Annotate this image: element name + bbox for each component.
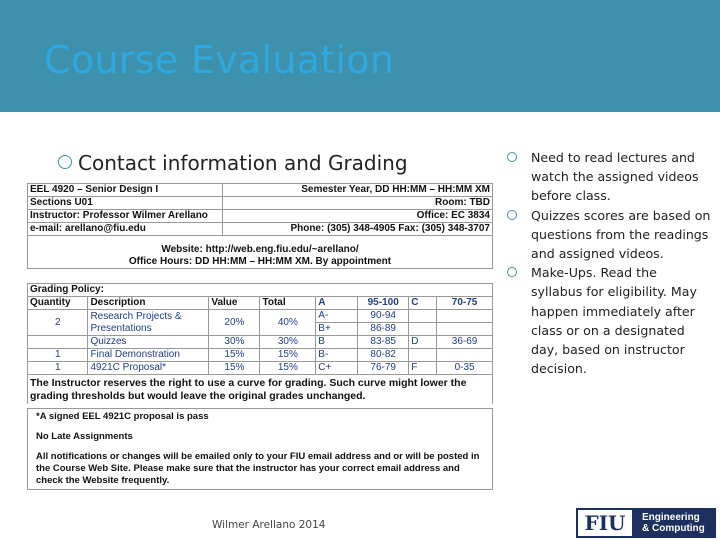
spacer xyxy=(28,269,493,284)
phone: Phone: (305) 348-4905 Fax: (305) 348-3707 xyxy=(223,223,493,236)
grade-range: 86-89 xyxy=(358,323,409,336)
bullet-circle-icon xyxy=(507,210,517,220)
grade-letter: B xyxy=(316,336,358,349)
grade-range: 76-79 xyxy=(358,362,409,375)
row-description: Quizzes xyxy=(88,336,209,349)
logo-text xyxy=(634,512,705,534)
grade-letter: D xyxy=(409,336,437,349)
grade-range: 80-82 xyxy=(358,349,409,362)
grade-letter: F xyxy=(409,362,437,375)
list-item xyxy=(507,206,712,264)
email: e-mail: arellano@fiu.edu xyxy=(28,223,223,236)
spacer xyxy=(28,236,493,245)
slide-title: Course Evaluation xyxy=(44,38,395,82)
grade-letter: C+ xyxy=(316,362,358,375)
row-total: 40% xyxy=(260,310,316,336)
grade-letter: B- xyxy=(316,349,358,362)
grade-letter xyxy=(409,349,437,362)
row-quantity: 1 xyxy=(28,349,88,362)
grade-letter xyxy=(409,323,437,336)
row-total: 30% xyxy=(260,336,316,349)
grade-letter: A- xyxy=(316,310,358,323)
instructor: Instructor: Professor Wilmer Arellano xyxy=(28,210,223,223)
grade-range: 95-100 xyxy=(358,297,409,310)
grade-letter: B+ xyxy=(316,323,358,336)
email-note: All notifications or changes will be emailed only to your FIU email address and or will be posted in the Course Web Site. Please make sure that the instructor has your correct email address and check the Website frequently. xyxy=(27,445,493,490)
list-item xyxy=(507,263,712,378)
row-value: 30% xyxy=(209,336,260,349)
logo-line-2: & Computing xyxy=(642,523,705,534)
proposal-note: *A signed EEL 4921C proposal is pass xyxy=(27,408,493,425)
bullet-circle-icon xyxy=(507,152,517,162)
curve-note: The Instructor reserves the right to use a curve for grading. Such curve might lower the grading thresholds but would leave the original grades unchanged. xyxy=(27,375,493,404)
bullet-text: Need to read lectures and watch the assigned videos before class. xyxy=(531,150,699,204)
row-quantity: 1 xyxy=(28,362,88,375)
grade-range: 83-85 xyxy=(358,336,409,349)
footer-author: Wilmer Arellano 2014 xyxy=(212,519,326,531)
course-name: EEL 4920 – Senior Design I xyxy=(28,184,223,197)
row-quantity xyxy=(28,336,88,349)
row-value: 20% xyxy=(209,310,260,336)
bullet-list xyxy=(507,148,712,378)
logo-mark: FIU xyxy=(576,508,634,538)
bullet-circle-icon xyxy=(507,267,517,277)
row-total: 15% xyxy=(260,362,316,375)
grade-range xyxy=(437,349,493,362)
office-hours: Office Hours: DD HH:MM – HH:MM XM. By appointment xyxy=(28,256,493,269)
website: Website: http://web.eng.fiu.edu/~arellano/ xyxy=(28,244,493,256)
row-quantity: 2 xyxy=(28,310,88,336)
row-value: 15% xyxy=(209,349,260,362)
fiu-logo xyxy=(576,508,716,538)
header-total: Total xyxy=(260,297,316,310)
header-description: Description xyxy=(88,297,209,310)
header-value: Value xyxy=(209,297,260,310)
row-total: 15% xyxy=(260,349,316,362)
grade-range xyxy=(437,323,493,336)
grade-letter xyxy=(409,310,437,323)
header-quantity: Quantity xyxy=(28,297,88,310)
bullet-text: Quizzes scores are based on questions from the readings and assigned videos. xyxy=(531,207,711,262)
row-description: Final Demonstration xyxy=(88,349,209,362)
grading-policy-label: Grading Policy: xyxy=(28,284,493,297)
semester-info: Semester Year, DD HH:MM – HH:MM XM xyxy=(223,184,493,197)
syllabus-excerpt xyxy=(27,183,493,505)
room: Room: TBD xyxy=(223,197,493,210)
grade-range: 90-94 xyxy=(358,310,409,323)
left-heading-text: Contact information and Grading xyxy=(78,151,408,175)
office: Office: EC 3834 xyxy=(223,210,493,223)
grade-range xyxy=(437,310,493,323)
late-note: No Late Assignments xyxy=(27,425,493,445)
grade-range: 0-35 xyxy=(437,362,493,375)
grading-table xyxy=(27,283,493,375)
list-item xyxy=(507,148,712,206)
contact-table xyxy=(27,183,493,283)
row-description: Research Projects & Presentations xyxy=(88,310,209,336)
grade-range: 70-75 xyxy=(437,297,493,310)
bullet-circle-icon xyxy=(58,155,72,169)
grade-letter: A xyxy=(316,297,358,310)
bullet-text: Make-Ups. Read the syllabus for eligibility. May happen immediately after class or on a designated day, based on instructor decision. xyxy=(531,265,697,377)
grade-letter: C xyxy=(409,297,437,310)
row-value: 15% xyxy=(209,362,260,375)
left-heading xyxy=(58,151,408,175)
logo-line-1: Engineering xyxy=(642,512,700,523)
sections: Sections U01 xyxy=(28,197,223,210)
grade-range: 36-69 xyxy=(437,336,493,349)
row-description: 4921C Proposal* xyxy=(88,362,209,375)
